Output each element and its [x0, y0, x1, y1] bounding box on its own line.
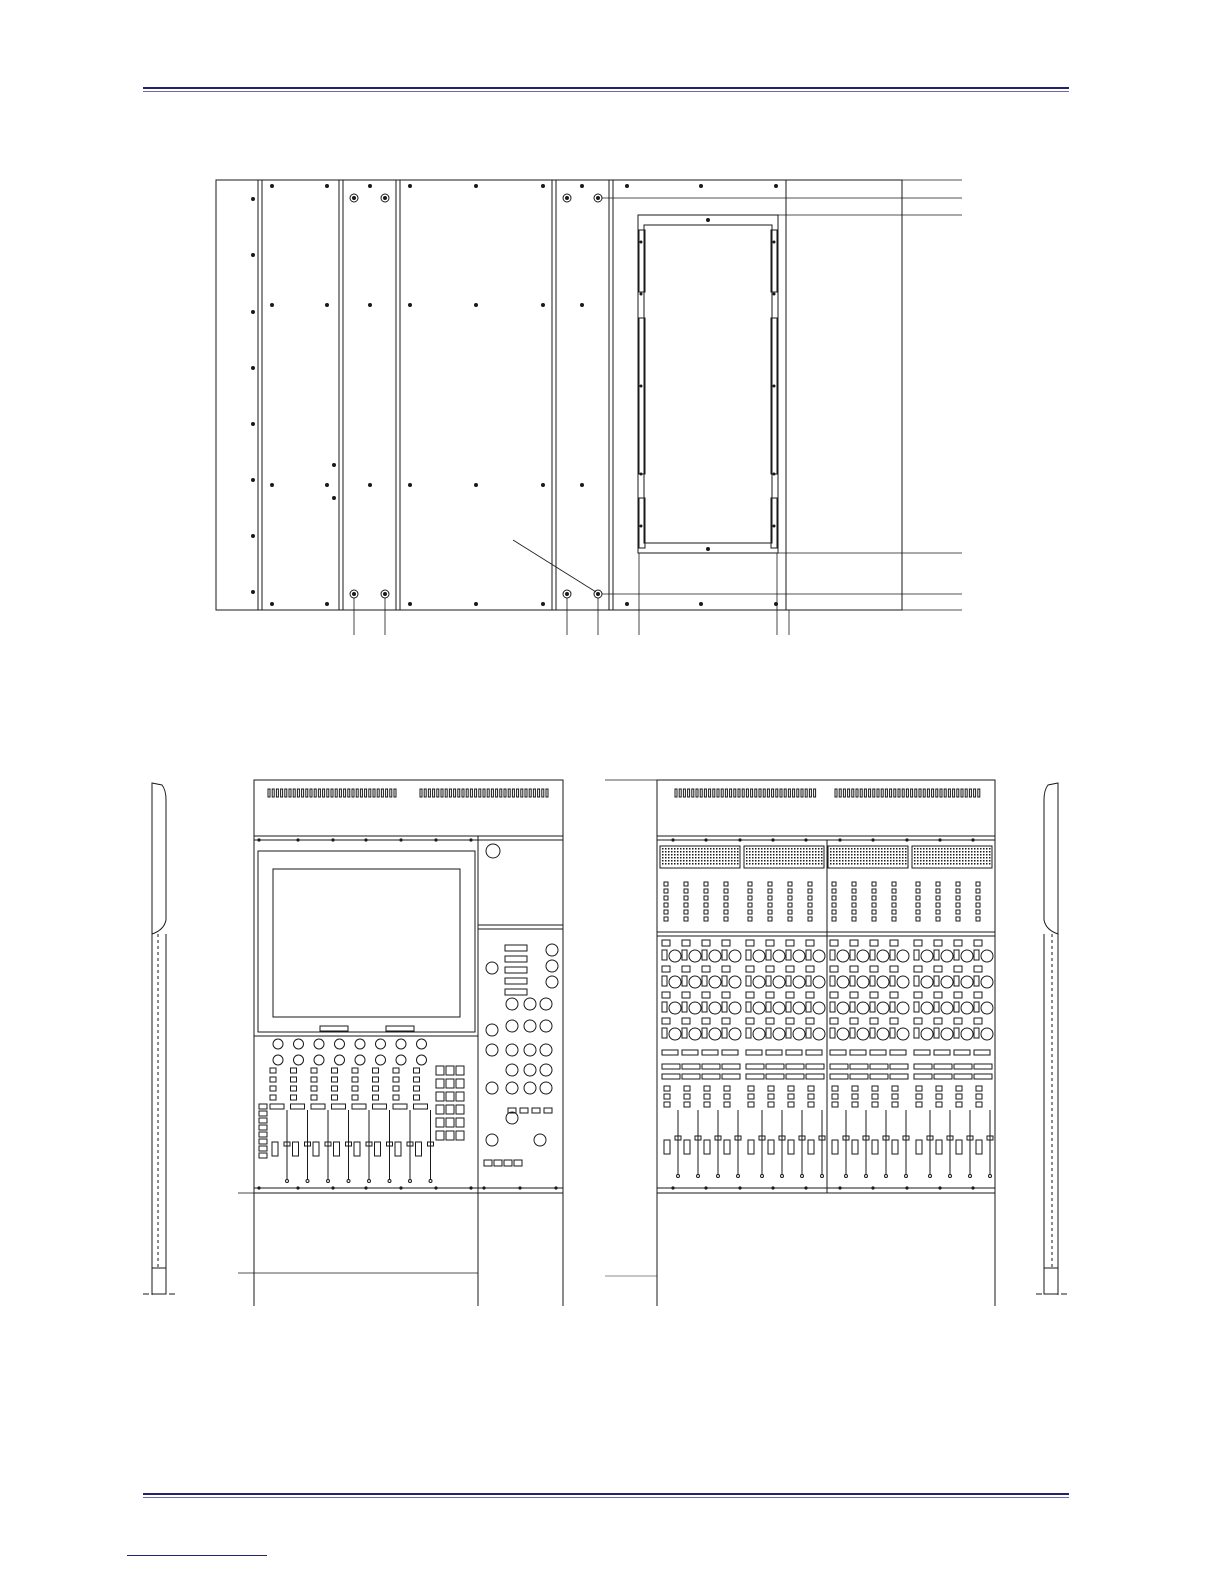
- display-cutout-frame: [638, 215, 778, 553]
- footnote-separator: [127, 1555, 267, 1556]
- master-channel-strips: [259, 1039, 464, 1183]
- console-front-diagram: [0, 760, 1224, 1320]
- connector-rings: [350, 194, 602, 598]
- master-knob: [486, 844, 500, 858]
- display-screen: [258, 851, 475, 1032]
- master-control-panel: [484, 944, 558, 1166]
- footer-rule: [143, 1493, 1069, 1495]
- right-side-profile: [1036, 783, 1067, 1295]
- side-extension-panel: [786, 180, 902, 610]
- callout-leader-lines: [354, 180, 962, 635]
- rear-panel-diagram: [0, 0, 1224, 700]
- footer-rule-secondary: [143, 1497, 1069, 1498]
- expansion-section: [605, 780, 995, 1306]
- left-side-profile: [143, 783, 175, 1295]
- rear-panel-outline: [216, 180, 786, 610]
- master-section: [238, 780, 563, 1306]
